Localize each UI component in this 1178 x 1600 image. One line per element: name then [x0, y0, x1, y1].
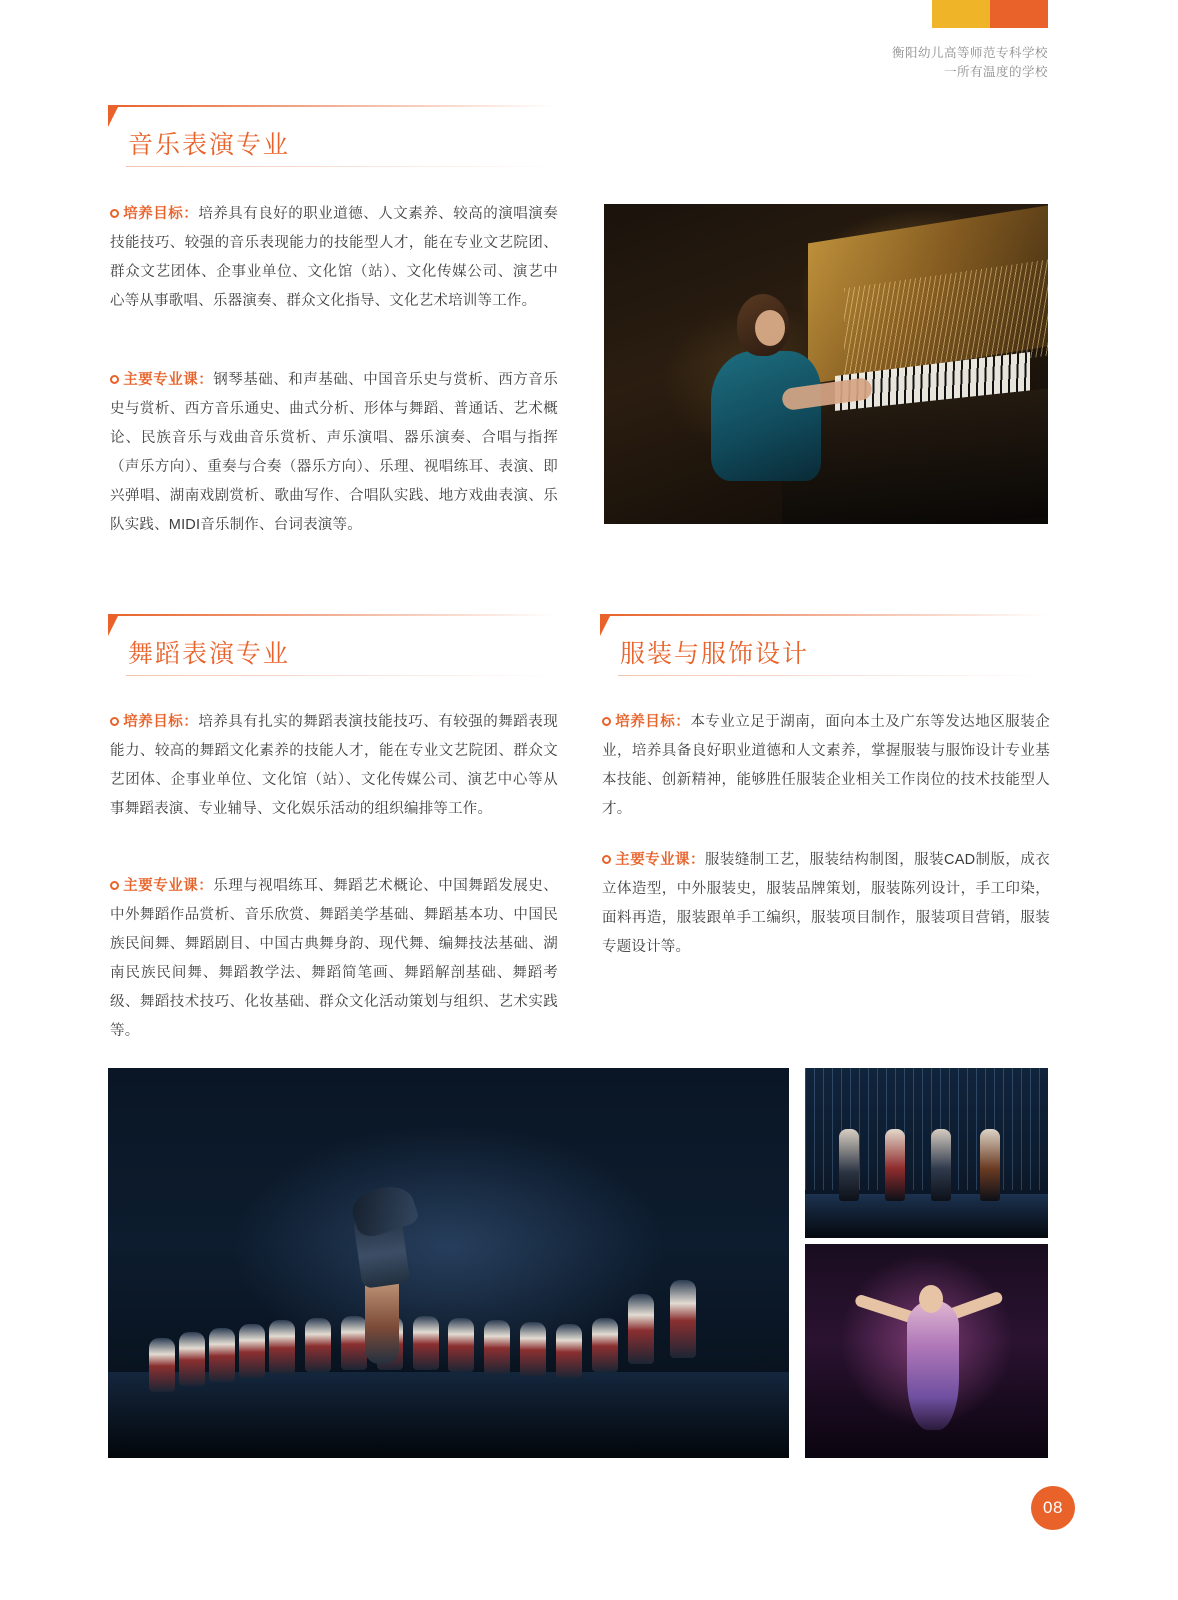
- title-bottom-rule: [618, 675, 1048, 676]
- paragraph-lead-label: 培养目标：: [123, 714, 199, 730]
- dancer-head-shape: [919, 1285, 943, 1313]
- dancer-figure: [556, 1324, 582, 1378]
- bullet-circle-icon: [602, 717, 611, 726]
- title-bottom-rule: [126, 166, 556, 167]
- paragraph-lead-label: 培养目标：: [123, 206, 199, 222]
- bullet-circle-icon: [110, 881, 119, 890]
- school-slogan: 一所有温度的学校: [943, 65, 1048, 80]
- dancer-figure: [209, 1328, 235, 1382]
- paragraph-body-text: 培养具有良好的职业道德、人文素养、较高的演唱演奏技能技巧、较强的音乐表现能力的技能型人才，能在专业文艺院团、群众文艺团体、企事业单位、文化馆（站）、文化传媒公司、演艺中心等从事歌唱、乐器演奏、群众文化指导、文化艺术培训等工作。: [110, 206, 559, 309]
- bullet-circle-icon: [110, 717, 119, 726]
- performer-figure: [980, 1129, 1000, 1201]
- performer-figure: [839, 1129, 859, 1201]
- dancer-figure: [484, 1320, 510, 1374]
- dancer-body-shape: [907, 1300, 959, 1430]
- dancer-figure: [179, 1332, 205, 1386]
- bullet-circle-icon: [602, 855, 611, 864]
- dancer-figure: [520, 1322, 546, 1376]
- music-courses-paragraph: [110, 366, 558, 540]
- header-bar-orange: [990, 0, 1048, 28]
- bullet-circle-icon: [110, 209, 119, 218]
- pianist-dress-shape: [711, 351, 821, 481]
- title-corner-marker: [600, 614, 611, 636]
- header-bar-yellow: [932, 0, 990, 28]
- top-dancer-shape: [348, 1180, 421, 1241]
- section-heading-text: 音乐表演专业: [128, 131, 291, 159]
- dancer-figure: [592, 1318, 618, 1372]
- title-top-rule: [108, 614, 556, 616]
- stage-ensemble-photo: [805, 1068, 1048, 1238]
- title-corner-marker: [108, 614, 119, 636]
- paragraph-lead-label: 主要专业课：: [123, 372, 214, 388]
- acrobatic-lift-group: [353, 1194, 413, 1364]
- header-school-identity: [892, 44, 1048, 83]
- paragraph-lead-label: 主要专业课：: [123, 878, 214, 894]
- section-title-dance: [108, 614, 556, 676]
- solo-dancer-photo: [805, 1244, 1048, 1458]
- title-top-rule: [600, 614, 1048, 616]
- dancer-figure: [239, 1324, 265, 1378]
- section-title-fashion: [600, 614, 1048, 676]
- dance-objective-paragraph: [110, 708, 558, 824]
- dancer-figure: [628, 1294, 654, 1364]
- dancer-figure: [413, 1316, 439, 1370]
- title-corner-marker: [108, 105, 119, 127]
- dancer-figure: [448, 1318, 474, 1372]
- school-name: 衡阳幼儿高等师范专科学校: [891, 46, 1048, 60]
- dancer-figure: [269, 1320, 295, 1374]
- title-top-rule: [108, 105, 556, 107]
- group-dance-performance-photo: [108, 1068, 789, 1458]
- fashion-objective-paragraph: [602, 708, 1050, 824]
- music-objective-paragraph: [110, 200, 558, 316]
- bullet-circle-icon: [110, 375, 119, 384]
- header-color-bars: [932, 0, 1048, 28]
- dancer-chain-group: [149, 1290, 748, 1391]
- section-title-music: [108, 105, 556, 167]
- page-number-badge: [1031, 1486, 1075, 1530]
- section-heading-text: 舞蹈表演专业: [128, 640, 291, 668]
- title-bottom-rule: [126, 675, 556, 676]
- piano-performance-photo: [604, 204, 1048, 524]
- section-heading-text: 服装与服饰设计: [620, 640, 810, 668]
- paragraph-body-text: 服装缝制工艺，服装结构制图，服装CAD制版，成衣立体造型，中外服装史，服装品牌策划，服装陈列设计，手工印染，面料再造，服装跟单手工编织，服装项目制作，服装项目营销，服装专题设计等。: [602, 852, 1050, 955]
- paragraph-body-text: 本专业立足于湖南，面向本土及广东等发达地区服装企业，培养具备良好职业道德和人文素养，掌握服装与服饰设计专业基本技能、创新精神，能够胜任服装企业相关工作岗位的技术技能型人才。: [602, 714, 1051, 817]
- paragraph-body-text: 培养具有扎实的舞蹈表演技能技巧、有较强的舞蹈表现能力、较高的舞蹈文化素养的技能人才，能在专业文艺院团、群众文艺团体、企事业单位、文化馆（站）、文化传媒公司、演艺中心等从事舞蹈表演、专业辅导、文化娱乐活动的组织编排等工作。: [110, 714, 559, 817]
- piano-body-shape: [782, 388, 1048, 524]
- pianist-face-shape: [755, 310, 785, 346]
- dancer-figure: [670, 1280, 696, 1358]
- dancer-figure: [305, 1318, 331, 1372]
- performer-figure: [931, 1129, 951, 1201]
- fashion-courses-paragraph: [602, 846, 1050, 962]
- dance-courses-paragraph: [110, 872, 558, 1046]
- paragraph-body-text: 乐理与视唱练耳、舞蹈艺术概论、中国舞蹈发展史、中外舞蹈作品赏析、音乐欣赏、舞蹈美学基础、舞蹈基本功、中国民族民间舞、舞蹈剧目、中国古典舞身韵、现代舞、编舞技法基础、湖南民族民间舞、舞蹈教学法、舞蹈简笔画、舞蹈解剖基础、舞蹈考级、舞蹈技术技巧、化妆基础、群众文化活动策划与组织、艺术实践等。: [110, 878, 558, 1039]
- page-number-text: 08: [1043, 1498, 1063, 1517]
- performer-figure: [885, 1129, 905, 1201]
- dancer-figure: [149, 1338, 175, 1392]
- paragraph-lead-label: 主要专业课：: [615, 852, 705, 868]
- paragraph-body-text: 钢琴基础、和声基础、中国音乐史与赏析、西方音乐史与赏析、西方音乐通史、曲式分析、形体与舞蹈、普通话、艺术概论、民族音乐与戏曲音乐赏析、声乐演唱、器乐演奏、合唱与指挥（声乐方向）、重奏与合奏（器乐方向）、乐理、视唱练耳、表演、即兴弹唱、湖南戏剧赏析、歌曲写作、合唱队实践、地方戏曲表演、乐队实践、MIDI音乐制作、台词表演等。: [110, 372, 558, 533]
- paragraph-lead-label: 培养目标：: [615, 714, 691, 730]
